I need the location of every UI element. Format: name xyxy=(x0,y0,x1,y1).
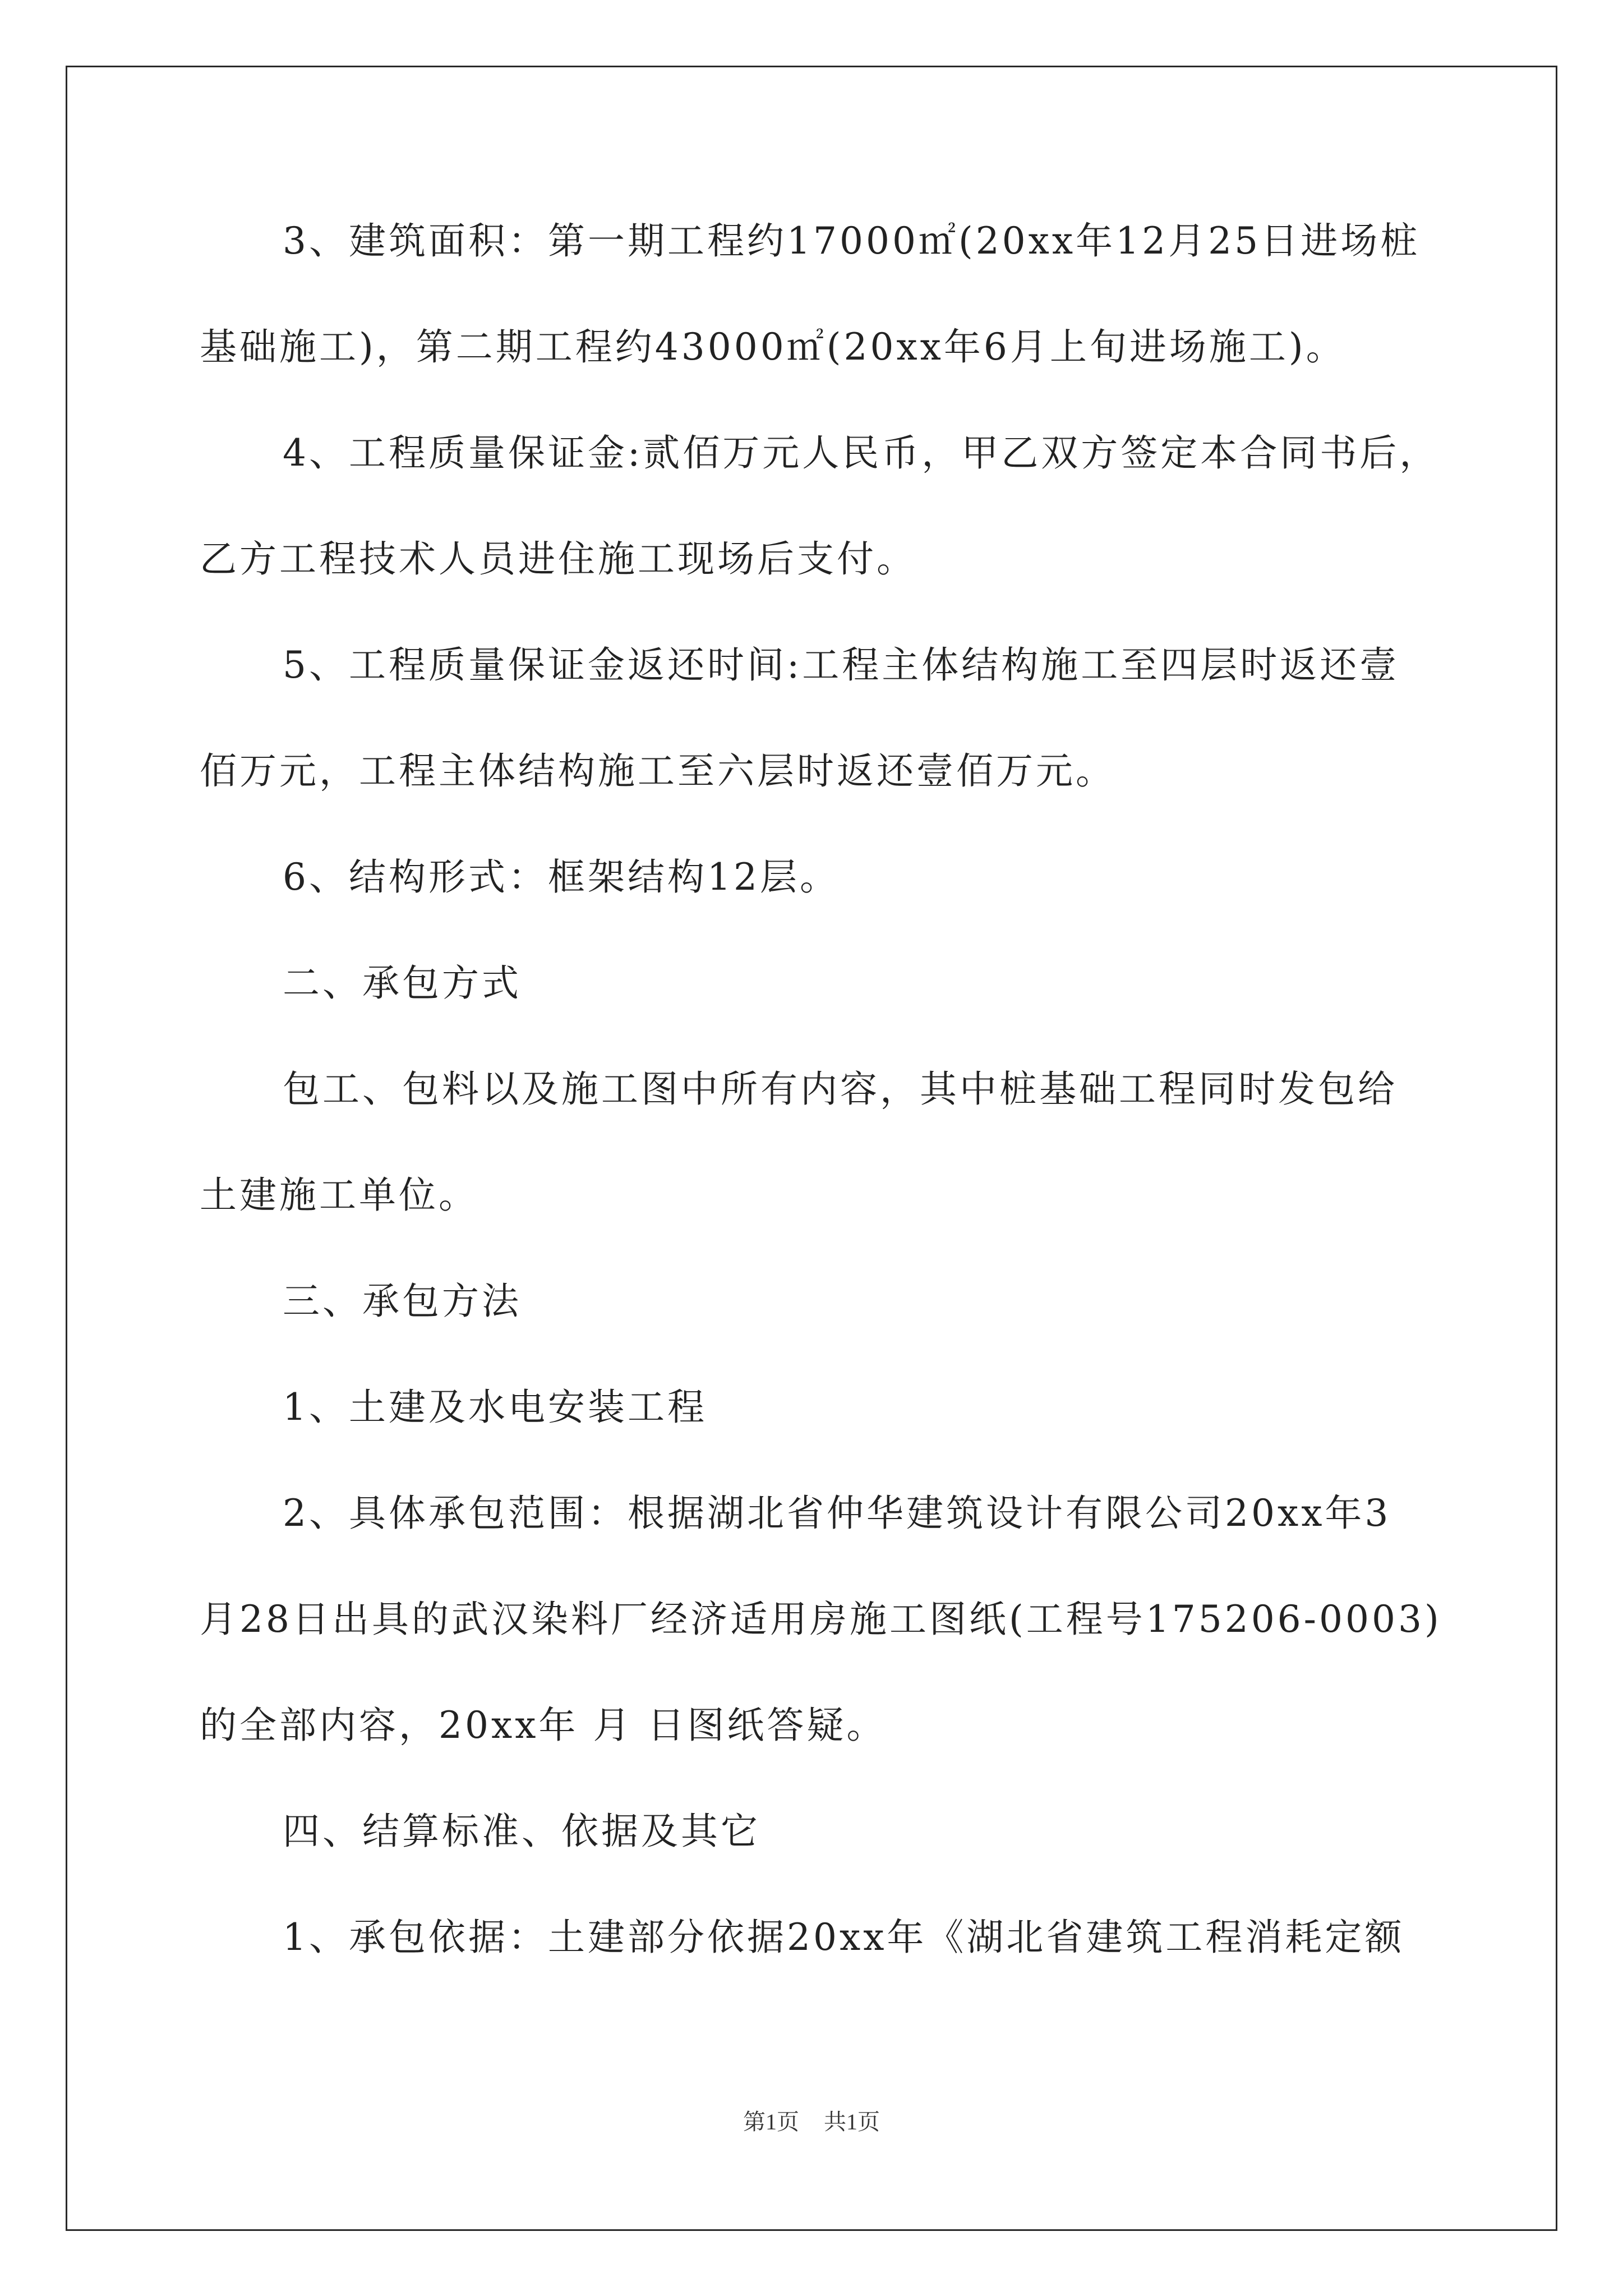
paragraph-line: 土建施工单位。 xyxy=(200,1174,478,1217)
paragraph-line: 基础施工)，第二期工程约43000㎡(20xx年6月上旬进场施工)。 xyxy=(200,325,1346,369)
paragraph-line: 月28日出具的武汉染料厂经济适用房施工图纸(工程号175206-0003) xyxy=(200,1598,1442,1641)
paragraph-line: 4、工程质量保证金:贰佰万元人民币，甲乙双方签定本合同书后， xyxy=(283,431,1440,475)
paragraph-line: 的全部内容，20xx年 月 日图纸答疑。 xyxy=(200,1704,887,1747)
paragraph-line: 5、工程质量保证金返还时间:工程主体结构施工至四层时返还壹 xyxy=(283,643,1400,687)
section-heading: 四、结算标准、依据及其它 xyxy=(283,1810,760,1853)
section-heading: 三、承包方法 xyxy=(283,1280,522,1323)
paragraph-line: 佰万元，工程主体结构施工至六层时返还壹佰万元。 xyxy=(200,749,1115,793)
section-heading: 二、承包方式 xyxy=(283,961,522,1005)
paragraph-line: 6、结构形式：框架结构12层。 xyxy=(283,855,840,899)
paragraph-line: 2、具体承包范围：根据湖北省仲华建筑设计有限公司20xx年3 xyxy=(283,1492,1391,1535)
page-total: 共1页 xyxy=(824,2109,880,2134)
paragraph-line: 乙方工程技术人员进住施工现场后支付。 xyxy=(200,537,916,581)
paragraph-line: 1、承包依据：土建部分依据20xx年《湖北省建筑工程消耗定额 xyxy=(283,1916,1405,1959)
paragraph-line: 3、建筑面积：第一期工程约17000㎡(20xx年12月25日进场桩 xyxy=(283,219,1421,263)
page-footer xyxy=(0,2108,1623,2136)
page-border xyxy=(66,66,1557,2231)
paragraph-line: 包工、包料以及施工图中所有内容，其中桩基础工程同时发包给 xyxy=(283,1068,1398,1111)
paragraph-line: 1、土建及水电安装工程 xyxy=(283,1386,707,1429)
page-number: 第1页 xyxy=(743,2109,799,2134)
